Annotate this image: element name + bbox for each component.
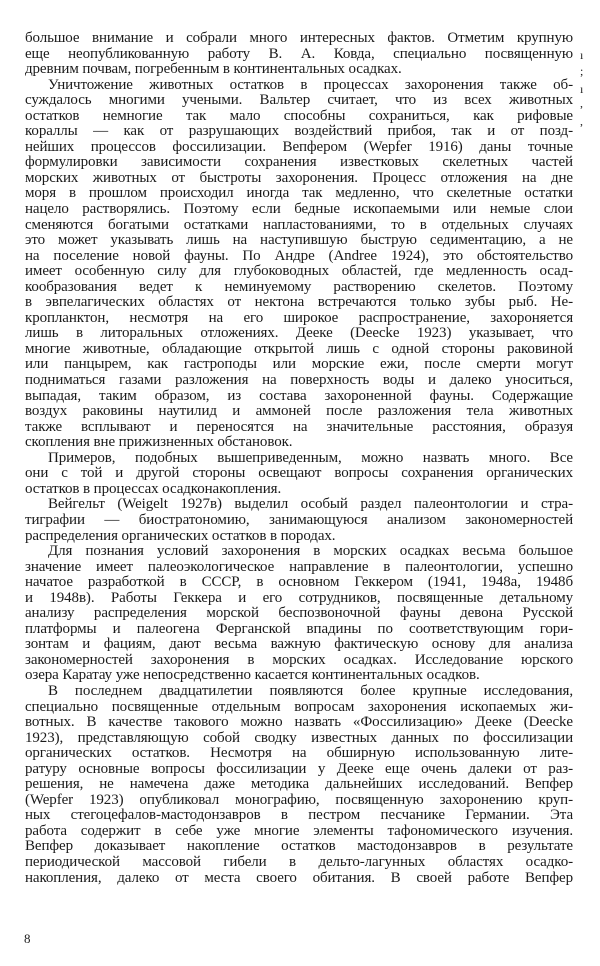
text-line: ратуру основные вопросы фоссилизации у Деeке еще очень далеки от раз- [25,760,573,777]
text-line: решения, не намечена даже методика дальнейших исследований. Вепфер [25,776,573,793]
text-line: 1923), представляющую собой сводку известных данных по фоссилизации [25,729,573,746]
text-line: еще неопубликованную работу В. А. Ковда, специально посвященную [25,45,573,62]
text-line: в эвпелагических областях от нектона встречаются только зубы рыб. Не- [25,294,573,311]
text-line: подниматься газами разложения на поверхность воды и далеко уноситься, [25,372,573,389]
text-line: лишь в литоральных отложениях. Деeке (Deecke 1923) указывает, что [25,325,573,342]
margin-mark: ı [580,82,584,96]
text-line: периодической массовой гибели в дельто-лагунных областях осадко- [25,853,573,870]
page-body [25,31,573,886]
text-line: тиграфии — биостратономию, занимающуюся анализом закономерностей [25,511,573,528]
text-line: имеет особенную силу для глубоководных областей, где медленность осад- [25,263,573,280]
text-line: зонтам и фациям, дают весьма важную фактическую основу для анализа [25,636,573,653]
text-line: значение имеет палеоэкологическое направление в палеонтологии, успешно [25,558,573,575]
text-line: анализу распределения морской беспозвоночной фауны девона Русской [25,605,573,622]
margin-mark: ı [580,48,584,62]
text-line: кропланктон, несмотря на его широкое распространение, захороняется [25,309,573,326]
text-line: также всплывают и переносятся на значительные расстояния, образуя [25,418,573,435]
text-line: В последнем двадцатилетии появляются более крупные исследования, [48,682,573,699]
text-line: или панцырем, как гастроподы или морские ежи, после смерти могут [25,356,573,373]
text-line: это может указывать лишь на наступившую быструю седиментацию, а не [25,232,573,249]
text-line: морских животных от быстроты захоронения. Процесс отложения на дне [25,169,573,186]
text-line: большое внимание и собрали много интересных фактов. Отметим крупную [25,30,573,46]
text-line: закономерностей захоронения в морских осадках. Исследование юрского [25,651,573,668]
text-line: и 1948в). Работы Геккера и его сотрудников, посвященные детальному [25,589,573,606]
margin-mark: ; [580,64,584,78]
text-line: специально посвященные отдельным вопросам захоронения ископаемых жи- [25,698,573,715]
text-line: Для познания условий захоронения в морских осадках весьма большое [48,543,573,560]
text-line: суждалось многими учеными. Вальтер считает, что из всех животных [25,92,573,109]
text-line: органических остатков. Несмотря на обширную использованную лите- [25,745,573,762]
margin-mark: , [580,96,583,110]
text-line: ных стегоцефалов-мастодонзавров в пестром песчанике Германии. Эта [25,807,573,824]
text-line: древним почвам, погребенным в континентальных осадках. [25,61,402,78]
text-line: Вейгельт (Weigelt 1927в) выделил особый раздел палеонтологии и стра- [48,496,573,513]
text-line: моря в прошлом происходил иногда так медленно, что скелетные остатки [25,185,573,202]
text-line: работа содержит в себе уже многие элементы тафономического изучения. [25,822,573,839]
text-line: Уничтожение животных остатков в процессах захоронения также об- [48,76,573,93]
text-line: нейших процессов фоссилизации. Вепфером (Wepfer 1916) даны точные [25,138,573,155]
text-line: Примеров, подобных вышеприведенным, можно назвать много. Все [48,449,573,466]
text-line: вотных. В качестве такового можно назвать «Фоссилизацию» Деeке (Deecke [25,714,573,731]
text-line: начатое разработкой в СССР, в основном Геккером (1941, 1948а, 1948б [25,574,573,591]
text-line: многие животные, обладающие открытой лишь с одной стороны раковиной [25,340,573,357]
text-line: кообразования ведет к неминуемому растворению скелетов. Поэтому [25,278,573,295]
text-line: выпадая, таким образом, из состава захороненной фауны. Содержащие [25,387,573,404]
text-line: накопления, далеко от места своего обитания. В своей работе Вепфер [25,869,573,886]
text-line: остатков в процессах осадконакопления. [25,480,282,497]
text-line: (Wepfer 1923) опубликовал монографию, посвященную захоронению круп- [25,791,573,808]
text-line: они с той и другой стороны освещают вопросы сохранения органических [25,465,573,482]
text-line: платформы и палеогена Ферганской впадины по соответствующим гори- [25,620,573,637]
text-line: скопления вне прижизненных обстановок. [25,434,293,451]
text-line: распределения органических остатков в породах. [25,527,336,544]
margin-mark: , [580,114,583,128]
text-line: воздух раковины наутилид и аммоней после разложения тела животных [25,403,573,420]
text-line: Вепфер доказывает накопление остатков мастодонзавров в результате [25,838,573,855]
text-line: нацело растворялись. Поэтому если бедные ископаемыми или немые слои [25,201,573,218]
page-number: 8 [24,931,31,946]
text-line: остатков немногие так мало способны сохраниться, как рифовые [25,107,573,124]
text-line: на поселение новой фауны. По Андре (Andree 1924), это обстоятельство [25,247,573,264]
text-line: сменяются богатыми остатками напластованиями, то в отдельных случаях [25,216,573,233]
text-line: кораллы — как от разрушающих воздействий прибоя, так и от позд- [25,123,573,140]
text-line: озера Каратау уже непосредственно касается континентальных осадков. [25,667,480,684]
text-line: формулировки зависимости сохранения известковых скелетных частей [25,154,573,171]
